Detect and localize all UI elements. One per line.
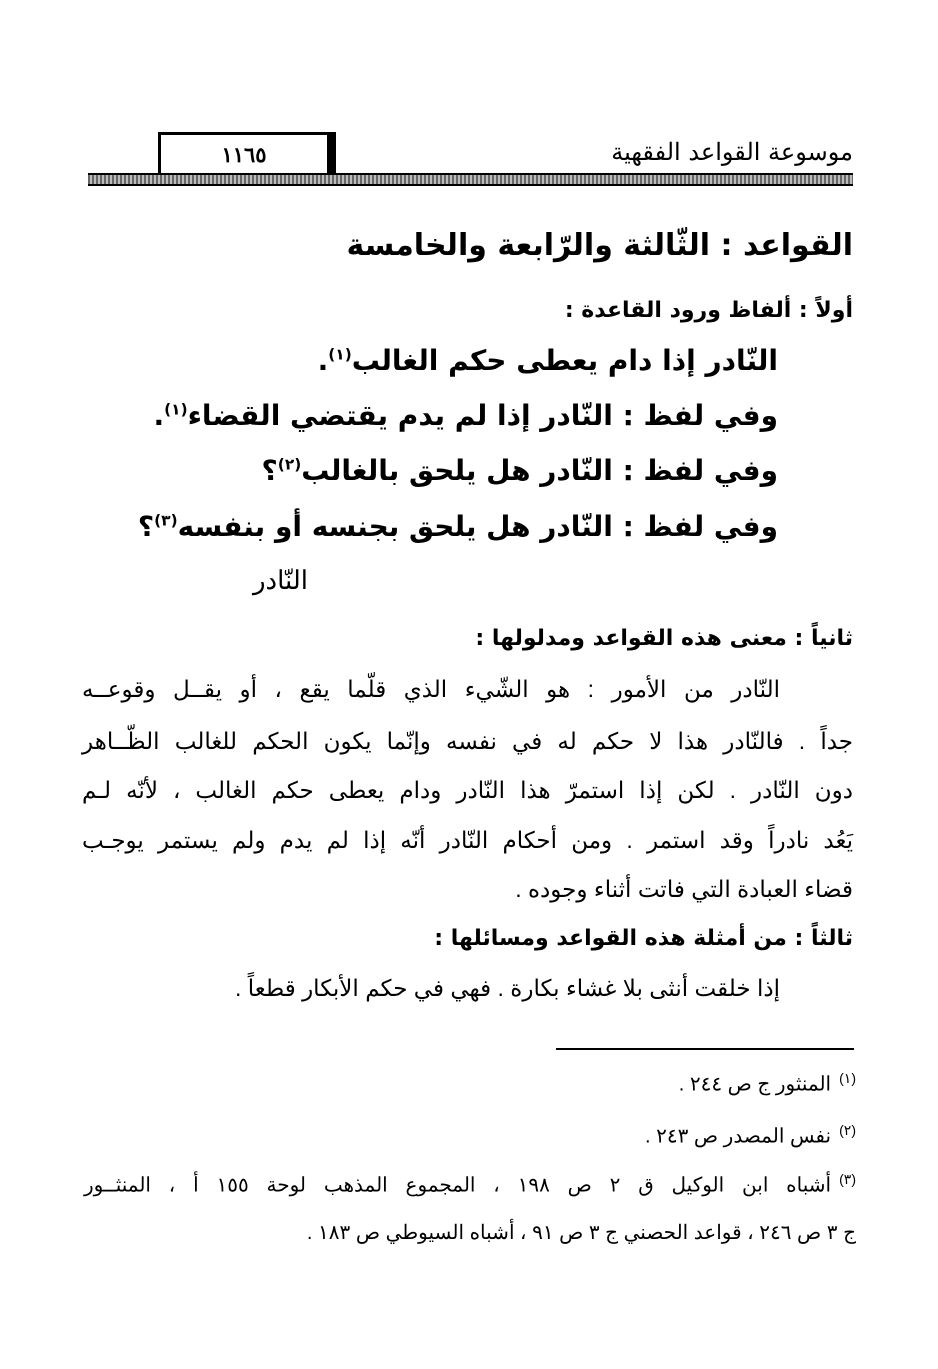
rule-line-1 [318, 344, 778, 377]
page-number: ١١٦٥ [158, 132, 336, 176]
body-line: يَعُد نادراً وقد استمر . ومن أحكام النّادر أنّه إذا لم يدم ولم يستمر يوجـب [82, 827, 853, 853]
rule-line-text: وفي لفظ : النّادر هل يلحق بالغالب [301, 454, 778, 487]
footnote-ref: (٣) [154, 511, 178, 530]
footnote-3-continued [84, 1220, 856, 1245]
footnote-3 [84, 1171, 856, 1198]
rule-line-text: وفي لفظ : النّادر هل يلحق بجنسه أو بنفسه [177, 510, 778, 543]
body-line: قضاء العبادة التي فاتت أثناء وجوده . [515, 876, 853, 902]
footnote-ref: (١) [328, 345, 352, 364]
footnote-ref: (٢) [277, 455, 302, 474]
footnote-text: ج ٣ ص ٢٤٦ ، قواعد الحصني ج ٣ ص ٩١ ، أشباه السيوطي ص ١٨٣ . [306, 1222, 856, 1244]
footnote-2 [84, 1122, 856, 1149]
body-line: جداً . فالنّادر هذا لا حكم له في نفسه وإنّما يكون الحكم للغالب الظّــاهر [82, 728, 853, 754]
rule-line-tail: . [153, 399, 165, 432]
standalone-word: النّادر [252, 566, 308, 596]
body-line: إذا خلقت أنثى بلا غشاء بكارة . فهي في حكم الأبكار قطعاً . [234, 975, 780, 1001]
rule-line-4 [138, 510, 778, 543]
rule-line-text: النّادر إذا دام يعطى حكم الغالب [351, 344, 778, 377]
rule-line-tail: ؟ [137, 510, 155, 543]
footnote-text: المنثور ج ص ٢٤٤ . [678, 1073, 832, 1096]
footnote-separator [556, 1048, 854, 1050]
rule-line-tail: ؟ [261, 454, 278, 487]
body-line: دون النّادر . لكن إذا استمرّ هذا النّادر ودام يعطى حكم الغالب ، لأنّه لـم [82, 777, 853, 803]
header-rule [88, 173, 853, 186]
section-one-heading: أولاً : ألفاظ ورود القاعدة : [564, 298, 853, 323]
footnote-text: أشباه ابن الوكيل ق ٢ ص ١٩٨ ، المجموع المذهب لوحة ١٥٥ أ ، المنثــور [84, 1174, 832, 1197]
section-three-heading: ثالثاً : من أمثلة هذه القواعد ومسائلها : [434, 926, 853, 951]
rule-line-text: وفي لفظ : النّادر إذا لم يدم يقتضي القضاء [187, 399, 778, 432]
rule-line-3 [262, 454, 778, 487]
footnote-mark: (١) [839, 1070, 856, 1086]
footnote-mark: (٣) [839, 1171, 856, 1187]
footnote-mark: (٢) [839, 1122, 856, 1138]
chapter-heading: القواعد : الثّالثة والرّابعة والخامسة [346, 228, 853, 263]
footnote-text: نفس المصدر ص ٢٤٣ . [645, 1125, 832, 1148]
page-header [88, 126, 853, 186]
footnote-1 [84, 1070, 856, 1097]
body-line: النّادر من الأمور : هو الشّيء الذي قلّما يقع ، أو يقــل وقوعــه [82, 676, 780, 702]
section-two-heading: ثانياً : معنى هذه القواعد ومدلولها : [475, 626, 853, 651]
running-title: موسوعة القواعد الفقهية [611, 138, 853, 166]
rule-line-2 [153, 399, 778, 432]
footnote-ref: (١) [164, 400, 188, 419]
rule-line-tail: . [317, 344, 329, 377]
